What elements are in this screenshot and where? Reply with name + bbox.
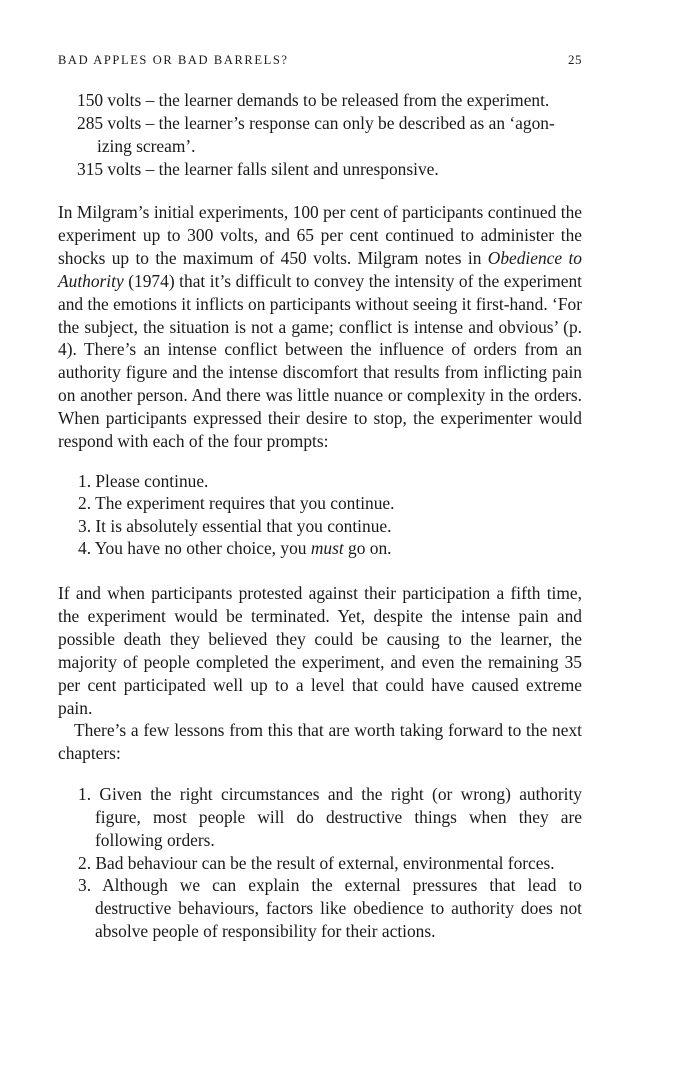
voltage-item: 315 volts – the learner falls silent and unresponsive. [77, 159, 439, 179]
paragraph-text: In Milgram’s initial experiments, 100 per cent of participants continued the experiment up to 300 volts, and 65 per cent continued to administer the shocks up to the maximum of 450 volts. Milgram notes in [58, 202, 582, 268]
voltage-item: 150 volts – the learner demands to be released from the experiment. [77, 90, 550, 110]
prompt-text: go on. [343, 538, 392, 559]
body-paragraph [58, 201, 582, 453]
voltage-item-continuation: izing scream’. [97, 136, 196, 156]
body-paragraph: There’s a few lessons from this that are worth taking forward to the next chapters: [58, 720, 582, 764]
voltage-item [77, 112, 582, 158]
running-title: BAD APPLES OR BAD BARRELS? [58, 53, 289, 67]
prompt-text: 4. You have no other choice, you [78, 538, 311, 559]
lesson-item: 2. Bad behaviour can be the result of external, environmental forces. [78, 852, 555, 873]
lesson-item: 3. Although we can explain the external pressures that lead to destructive behaviours, factors like obedience to authority does not absolve people of responsibility for their actions. [78, 875, 582, 941]
page-number: 25 [568, 52, 582, 67]
prompt-list [58, 470, 582, 560]
voltage-list [58, 89, 582, 181]
body-paragraph: If and when participants protested against their participation a fifth time, the experiment would be terminated. Yet, despite the intense pain and possible death they believed they could be causing to the learner, the majority of people completed the experiment, and even the remaining 35 per cent participated well up to a level that could have caused extreme pain. [58, 582, 582, 718]
running-header [58, 52, 582, 72]
lessons-list [58, 783, 582, 943]
prompt-item: 1. Please continue. [78, 470, 209, 491]
paragraph-text: (1974) that it’s difficult to convey the intensity of the experiment and the emotions it inflicts on participants without seeing it first-hand. ‘For the subject, the situation is not a game; conflict is intense and obvious’ (p. 4). There’s an intense conflict between the influence of orders from an authority figure and the intense discomfort that results from inflicting pain on another person. And there was little nuance or complexity in the orders. When participants expressed their desire to stop, the experimenter would respond with each of the four prompts: [58, 270, 582, 452]
voltage-item-line: 285 volts – the learner’s response can only be described as an ‘agon- [77, 113, 555, 133]
prompt-item: 2. The experiment requires that you continue. [78, 493, 395, 514]
book-page [58, 52, 582, 943]
prompt-item [78, 537, 582, 560]
prompt-item: 3. It is absolutely essential that you continue. [78, 515, 392, 536]
emphasis-word: must [310, 538, 344, 559]
lesson-item: 1. Given the right circumstances and the right (or wrong) authority figure, most people will do destructive things when they are following orders. [78, 784, 582, 850]
book-title: Obedience to Authority [58, 247, 582, 291]
